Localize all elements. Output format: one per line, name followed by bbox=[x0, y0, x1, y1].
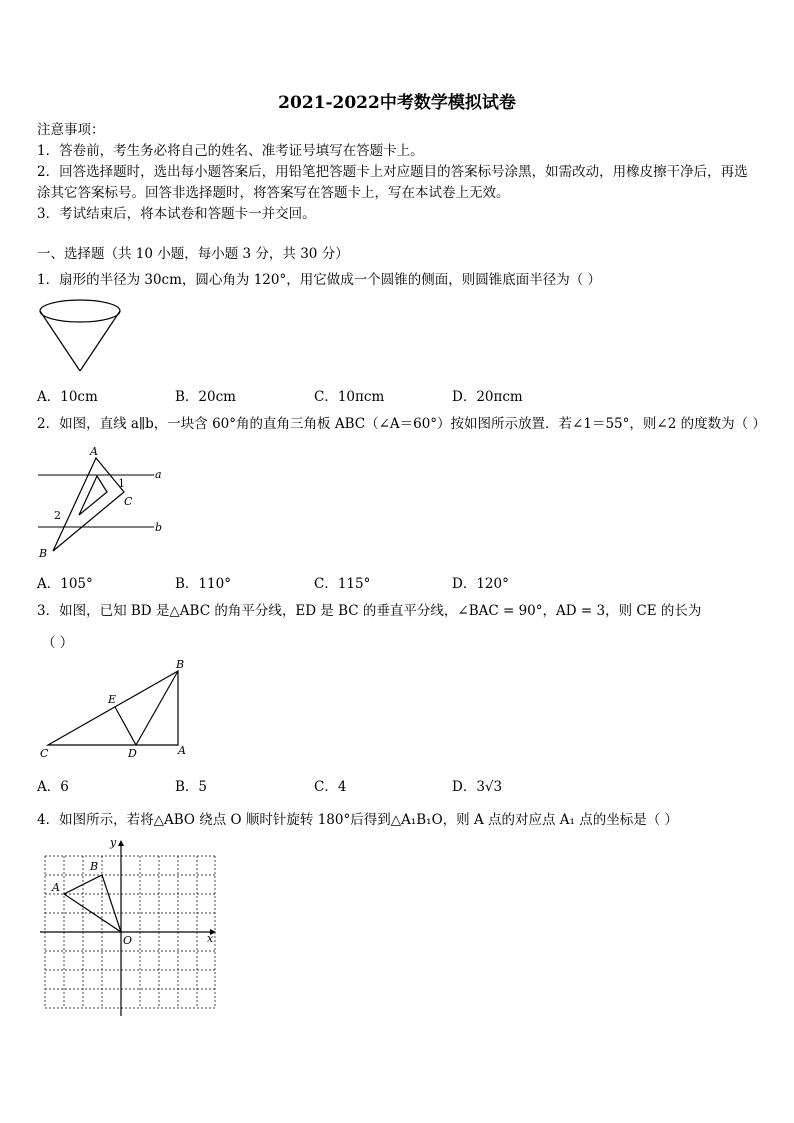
label-O: O bbox=[123, 934, 133, 947]
q1-option-a: A．10cm bbox=[37, 389, 98, 405]
label-A: A bbox=[52, 881, 60, 894]
label-a: a bbox=[155, 468, 162, 481]
label-A: A bbox=[90, 445, 98, 458]
q1-option-b: B．20cm bbox=[175, 389, 236, 405]
label-E: E bbox=[108, 693, 117, 706]
label-A: A bbox=[178, 744, 186, 757]
label-B: B bbox=[39, 547, 48, 560]
q1-option-c: C．10πcm bbox=[314, 389, 385, 405]
q3-option-d: D．3√3 bbox=[452, 779, 503, 795]
coordinate-grid-figure bbox=[40, 836, 220, 1016]
q3-option-a: A．6 bbox=[37, 779, 69, 795]
label-B: B bbox=[90, 860, 99, 873]
segment-BD bbox=[136, 671, 178, 745]
question-4-stem: 4．如图所示，若将△ABO 绕点 O 顺时针旋转 180°后得到△A₁B₁O，则 A 点的对应点 A₁ 点的坐标是（ ） bbox=[37, 812, 679, 828]
label-B: B bbox=[176, 658, 185, 671]
triangle-ABO bbox=[64, 875, 121, 932]
section-heading: 一、选择题（共 10 小题，每小题 3 分，共 30 分） bbox=[37, 246, 349, 262]
label-C: C bbox=[40, 747, 49, 760]
notice-item: 3．考试结束后，将本试卷和答题卡一并交回。 bbox=[37, 206, 316, 222]
label-angle-2: 2 bbox=[54, 509, 61, 522]
triangle-parallel-lines-figure bbox=[36, 444, 168, 562]
triangle-ABC bbox=[48, 671, 178, 745]
label-angle-1: 1 bbox=[118, 477, 125, 490]
q2-option-c: C．115° bbox=[314, 576, 371, 592]
notice-heading: 注意事项： bbox=[37, 122, 105, 138]
notice-block bbox=[37, 120, 757, 225]
right-triangle-bisector-figure bbox=[38, 657, 198, 763]
question-1-stem: 1．扇形的半径为 30cm，圆心角为 120°，用它做成一个圆锥的侧面，则圆锥底面半径为（ ） bbox=[37, 272, 602, 288]
q3-option-c: C．4 bbox=[314, 779, 347, 795]
label-D: D bbox=[128, 747, 137, 760]
q2-option-d: D．120° bbox=[452, 576, 509, 592]
y-axis-arrow bbox=[118, 840, 124, 846]
question-3-stem-line-2: （ ） bbox=[42, 635, 74, 651]
label-x: x bbox=[207, 932, 214, 945]
question-3-stem-line-1: 3．如图，已知 BD 是△ABC 的角平分线，ED 是 BC 的垂直平分线，∠BAC = 90°，AD = 3，则 CE 的长为 bbox=[37, 603, 702, 619]
q2-option-b: B．110° bbox=[175, 576, 231, 592]
label-b: b bbox=[155, 521, 163, 534]
label-y: y bbox=[110, 836, 117, 849]
cone-figure bbox=[38, 298, 124, 376]
q1-option-d: D．20πcm bbox=[452, 389, 523, 405]
label-C: C bbox=[124, 495, 133, 508]
question-2-stem: 2．如图，直线 a∥b，一块含 60°角的直角三角板 ABC（∠A＝60°）按如图所示放置．若∠1＝55°，则∠2 的度数为（ ） bbox=[37, 416, 766, 432]
cone-base-ellipse bbox=[40, 300, 120, 322]
notice-item: 2．回答选择题时，选出每小题答案后，用铅笔把答题卡上对应题目的答案标号涂黑，如需改动，用橡皮擦干净后，再选涂其它答案标号。回答非选择题时，将答案写在答题卡上，写在本试卷上无效。 bbox=[37, 164, 748, 201]
segment-ED bbox=[115, 707, 136, 745]
q3-option-b: B．5 bbox=[175, 779, 208, 795]
outer-triangle bbox=[53, 458, 124, 551]
notice-item: 1．答卷前，考生务必将自己的姓名、准考证号填写在答题卡上。 bbox=[37, 143, 424, 159]
page-title: 2021-2022中考数学模拟试卷 bbox=[278, 93, 516, 113]
q2-option-a: A．105° bbox=[37, 576, 93, 592]
